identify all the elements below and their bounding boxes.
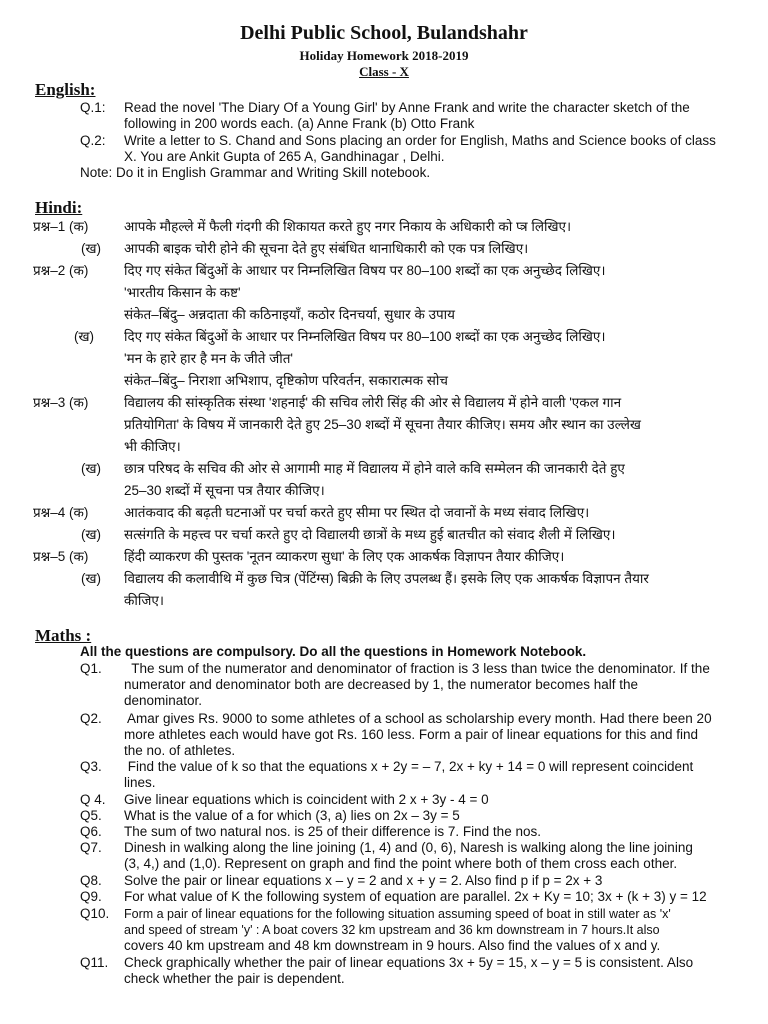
question-text: What is the value of a for which (3, a) lies on 2x – 3y = 5 — [124, 808, 460, 823]
question-text: Solve the pair or linear equations x – y = 2 and x + y = 2. Also find p if p = 2x + 3 — [124, 873, 603, 888]
question-number: Q.2: — [80, 133, 106, 148]
hindi-heading: Hindi: — [35, 198, 83, 217]
question-text: 'भारतीय किसान के कष्ट' — [124, 285, 241, 300]
question-number: (ख) — [81, 461, 102, 476]
question-text: The sum of two natural nos. is 25 of their difference is 7. Find the nos. — [124, 824, 541, 839]
question-text: following in 200 words each. (a) Anne Frank (b) Otto Frank — [124, 116, 475, 131]
question-number: (ख) — [81, 527, 102, 542]
question-number: Q9. — [80, 889, 102, 904]
question-number: Q5. — [80, 808, 102, 823]
question-text: भी कीजिए। — [124, 439, 181, 454]
question-number: प्रश्न–2 (क) — [33, 263, 89, 278]
question-text: lines. — [124, 775, 156, 790]
question-number: Q 4. — [80, 792, 106, 807]
question-number: Q2. — [80, 711, 102, 726]
question-text: दिए गए संकेत बिंदुओं के आधार पर निम्नलिखित विषय पर 80–100 शब्दों का एक अनुच्छेद लिखिए। — [124, 329, 606, 344]
question-number: Q10. — [80, 906, 110, 921]
question-text: Write a letter to S. Chand and Sons placing an order for English, Maths and Science books of class — [124, 133, 716, 148]
class-label: Class - X — [359, 64, 409, 79]
question-text: Amar gives Rs. 9000 to some athletes of a school as scholarship every month. Had there been 20 — [124, 711, 712, 726]
maths-instructions: All the questions are compulsory. Do all the questions in Homework Notebook. — [80, 644, 587, 659]
question-text: विद्यालय की कलावीथि में कुछ चित्र (पेंटिंग्स) बिक्री के लिए उपलब्ध हैं। इसके लिए एक आकर्षक विज्ञापन तैयार — [124, 571, 649, 586]
question-number: प्रश्न–4 (क) — [33, 505, 89, 520]
question-text: numerator and denominator both are decreased by 1, the numerator becomes half the — [124, 677, 639, 692]
question-text: Find the value of k so that the equations x + 2y = – 7, 2x + ky + 14 = 0 will represent coincident — [124, 759, 694, 774]
question-text: Check graphically whether the pair of linear equations 3x + 5y = 15, x – y = 5 is consistent. Also — [124, 955, 694, 970]
question-number: (ख) — [81, 241, 102, 256]
school-title: Delhi Public School, Bulandshahr — [240, 22, 528, 44]
question-text: The sum of the numerator and denominator of fraction is 3 less than twice the denominator. If the — [124, 661, 710, 676]
question-number: Q7. — [80, 840, 102, 855]
question-number: Q3. — [80, 759, 102, 774]
question-text: more athletes each would have got Rs. 160 less. Form a pair of linear equations for this and find — [124, 727, 699, 742]
question-text: Dinesh in walking along the line joining (1, 4) and (0, 6), Naresh is walking along the line joining — [124, 840, 693, 855]
question-text: संकेत–बिंदु– निराशा अभिशाप, दृष्टिकोण परिवर्तन, सकारात्मक सोच — [124, 373, 448, 388]
question-text: denominator. — [124, 693, 203, 708]
note-text: Note: Do it in English Grammar and Writing Skill notebook. — [80, 165, 431, 180]
maths-heading: Maths : — [35, 626, 92, 645]
question-text: the no. of athletes. — [124, 743, 236, 758]
question-text: हिंदी व्याकरण की पुस्तक 'नूतन व्याकरण सुधा' के लिए एक आकर्षक विज्ञापन तैयार कीजिए। — [124, 549, 565, 564]
question-text: कीजिए। — [124, 593, 164, 608]
question-number: Q1. — [80, 661, 102, 676]
english-heading: English: — [35, 80, 96, 99]
question-text: सत्संगति के महत्त्व पर चर्चा करते हुए दो विद्यालयी छात्रों के मध्य हुई बातचीत को संवाद शैली में लिखिए। — [124, 527, 616, 542]
question-text: For what value of K the following system of equation are parallel. 2x + Ky = 10; 3x + (k + 3) y = 12 — [124, 889, 707, 904]
question-text: 'मन के हारे हार है मन के जीते जीत' — [124, 351, 293, 366]
question-number: Q8. — [80, 873, 102, 888]
question-number: Q11. — [80, 955, 109, 970]
question-text: आपके मौहल्ले में फैली गंदगी की शिकायत करते हुए नगर निकाय के अधिकारी को प्त्र लिखिए। — [124, 219, 572, 234]
question-number: (ख) — [74, 329, 95, 344]
question-number: प्रश्न–5 (क) — [33, 549, 89, 564]
question-number: Q6. — [80, 824, 102, 839]
question-text: प्रतियोगिता' के विषय में जानकारी देते हुए 25–30 शब्दों में सूचना तैयार कीजिए। समय और स्थान का उल्लेख — [124, 417, 641, 432]
question-text: Give linear equations which is coincident with 2 x + 3y - 4 = 0 — [124, 792, 489, 807]
question-text: छात्र परिषद के सचिव की ओर से आगामी माह में विद्यालय में होने वाले कवि सम्मेलन की जानकारी देते हुए — [124, 461, 625, 476]
question-text: आपकी बाइक चोरी होने की सूचना देते हुए संबंधित थानाधिकारी को एक पत्र लिखिए। — [124, 241, 529, 256]
question-text: X. You are Ankit Gupta of 265 A, Gandhinagar , Delhi. — [124, 149, 445, 164]
question-text: संकेत–बिंदु– अन्नदाता की कठिनाइयाँ, कठोर दिनचर्या, सुधार के उपाय — [124, 307, 455, 322]
question-text: check whether the pair is dependent. — [124, 971, 345, 986]
question-number: प्रश्न–1 (क) — [33, 219, 89, 234]
question-number: Q.1: — [80, 100, 106, 115]
question-text: दिए गए संकेत बिंदुओं के आधार पर निम्नलिखित विषय पर 80–100 शब्दों का एक अनुच्छेद लिखिए। — [124, 263, 606, 278]
question-text: covers 40 km upstream and 48 km downstream in 9 hours. Also find the values of x and y. — [124, 938, 661, 953]
question-text: Read the novel 'The Diary Of a Young Girl' by Anne Frank and write the character sketch of the — [124, 100, 690, 115]
question-text: (3, 4,) and (1,0). Represent on graph and find the point where both of them cross each other. — [124, 856, 678, 871]
question-text: and speed of stream 'y' : A boat covers 32 km upstream and 36 km downstream in 7 hours.It also — [124, 923, 660, 937]
question-number: प्रश्न–3 (क) — [33, 395, 89, 410]
question-text: आतंकवाद की बढ़ती घटनाओं पर चर्चा करते हुए सीमा पर स्थित दो जवानों के मध्य संवाद लिखिए। — [124, 505, 590, 520]
homework-subtitle: Holiday Homework 2018-2019 — [299, 48, 469, 63]
question-text: 25–30 शब्दों में सूचना पत्र तैयार कीजिए। — [124, 483, 325, 498]
question-text: विद्यालय की सांस्कृतिक संस्था 'शहनाई' की सचिव लोरी सिंह की ओर से विद्यालय में होने वाली 'एकल गान — [124, 395, 622, 410]
question-text: Form a pair of linear equations for the following situation assuming speed of boat in still water as 'x' — [124, 907, 671, 921]
question-number: (ख) — [81, 571, 102, 586]
